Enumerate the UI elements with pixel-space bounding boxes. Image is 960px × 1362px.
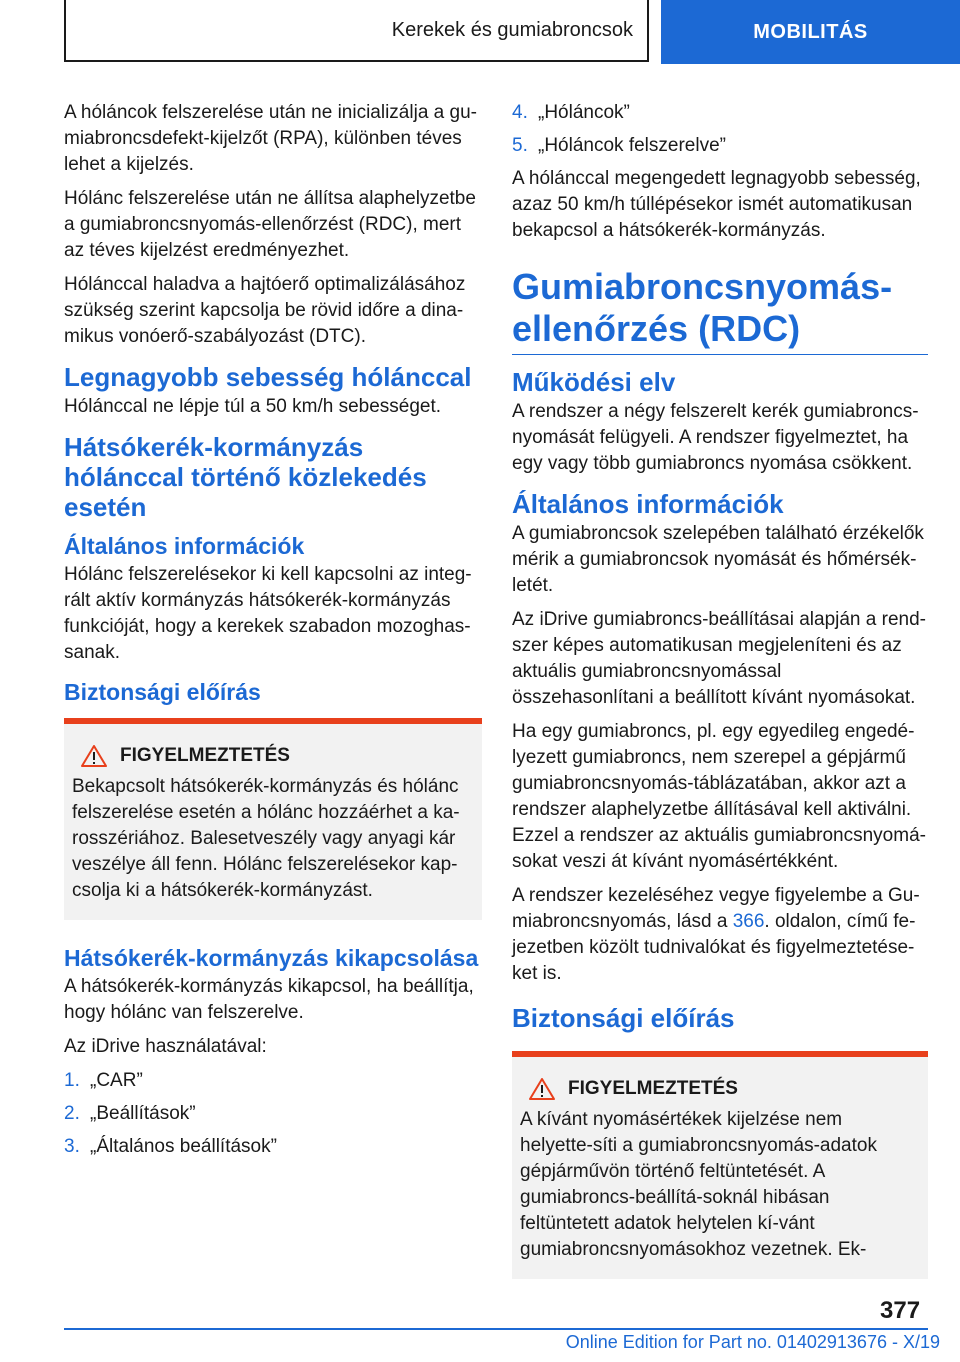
paragraph: Hólánc felszerelésekor ki kell kapcsolni az integ-rált aktív kormányzás hátsókerék-kormányzás funkcióját, hogy a kerekek szabadon mozoghas-sanak. bbox=[64, 564, 472, 663]
list-item: 3. „Általános beállítások” bbox=[64, 1136, 277, 1157]
heading-disable-rear-steering: Hátsókerék-kormányzás kikapcsolása bbox=[64, 945, 479, 971]
paragraph: A hátsókerék-kormányzás kikapcsol, ha beállítja, hogy hólánc van felszerelve. bbox=[64, 976, 474, 1023]
list-item: 2. „Beállítások” bbox=[64, 1103, 196, 1124]
heading-safety: Biztonsági előírás bbox=[512, 1003, 735, 1033]
heading-max-speed: Legnagyobb sebesség hólánccal bbox=[64, 362, 472, 392]
page-link[interactable]: 366 bbox=[732, 911, 765, 932]
list-item: 4. „Hóláncok” bbox=[512, 102, 630, 123]
paragraph: A rendszer kezeléséhez vegye figyelembe a Gu-miabroncsnyomás, lásd a 366. oldalon, című fe-jezetben közölt tudnivalókat és figyelmeztetése-ket is. bbox=[512, 885, 920, 984]
heading-safety: Biztonsági előírás bbox=[64, 679, 261, 705]
paragraph: A rendszer a négy felszerelt kerék gumiabroncs-nyomását felügyeli. A rendszer figyelmeztet, ha egy vagy több gumiabroncs nyomása csökkent. bbox=[512, 401, 919, 474]
paragraph: Ha egy gumiabroncs, pl. egy egyedileg engedé-lyezett gumiabroncs, nem szerepel a gépjármű gumiabroncsnyomás-táblázatában, akkor azt a rendszer alaphelyzetbe állításával kell aktiválni. Ezzel a rendszer az aktuális gumiabroncsnyomá-sokat veszi át kívánt nyomásértékként. bbox=[512, 721, 926, 872]
footer-edition: Online Edition for Part no. 01402913676 - X/19 bbox=[565, 1332, 940, 1352]
warning-triangle-icon bbox=[528, 1077, 556, 1101]
warning-title bbox=[520, 1077, 920, 1101]
page-number: 377 bbox=[880, 1297, 921, 1324]
heading-general-info: Általános információk bbox=[64, 533, 305, 559]
left-column bbox=[64, 100, 482, 1167]
steps-list bbox=[64, 1068, 482, 1160]
warning-box bbox=[512, 1051, 928, 1279]
section-title: Kerekek és gumiabroncsok bbox=[64, 0, 649, 62]
paragraph: A hólánccal megengedett legnagyobb sebesség, azaz 50 km/h túllépésekor ismét automatikusan bekapcsol a hátsókerék-kormányzás. bbox=[512, 168, 921, 241]
steps-list bbox=[512, 100, 928, 159]
heading-principle: Működési elv bbox=[512, 367, 676, 397]
paragraph: Hólánccal ne lépje túl a 50 km/h sebességet. bbox=[64, 396, 442, 417]
paragraph: A hóláncok felszerelése után ne inicializálja a gu-miabroncsdefekt-kijelzőt (RPA), különben téves lehet a kijelzés. bbox=[64, 102, 477, 175]
warning-title bbox=[72, 744, 474, 768]
warning-text: Bekapcsolt hátsókerék-kormányzás és hólánc felszerelése esetén a hólánc hozzáérhet a ka-rosszériához. Balesetveszély vagy anyagi kár veszélye áll fenn. Hólánc felszerelésekor kap-csolja ki a hátsókerék-kormányzást. bbox=[72, 776, 460, 901]
paragraph: A gumiabroncsok szelepében található érzékelők mérik a gumiabroncsok nyomását és hőmérsék-letét. bbox=[512, 523, 924, 596]
page-header bbox=[0, 0, 960, 64]
heading-general-info: Általános információk bbox=[512, 489, 784, 519]
warning-label: FIGYELMEZTETÉS bbox=[120, 745, 290, 766]
chapter-tab: MOBILITÁS bbox=[661, 0, 960, 64]
paragraph: Hólánc felszerelése után ne állítsa alaphelyzetbe a gumiabroncsnyomás-ellenőrzést (RDC), mert az téves kijelzést eredményezhet. bbox=[64, 188, 476, 261]
heading-rdc: Gumiabroncsnyomás-ellenőrzés (RDC) bbox=[512, 266, 928, 355]
paragraph: Az iDrive használatával: bbox=[64, 1036, 267, 1057]
warning-text: A kívánt nyomásértékek kijelzése nem helyette-síti a gumiabroncsnyomás-adatok gépjárművön történő feltüntetését. A gumiabroncs-beállítá-soknál hibásan feltüntetett adatok helytelen kí-vánt gumiabroncsnyomásokhoz vezetnek. Ek- bbox=[520, 1109, 877, 1260]
right-column bbox=[512, 100, 928, 1303]
list-item: 5. „Hóláncok felszerelve” bbox=[512, 135, 726, 156]
warning-box bbox=[64, 718, 482, 920]
paragraph: Az iDrive gumiabroncs-beállításai alapján a rend-szer képes automatikusan megjeleníteni és az aktuális gumiabroncsnyomással összehasonlítani a beállított kívánt nyomásokat. bbox=[512, 609, 926, 708]
warning-triangle-icon bbox=[80, 744, 108, 768]
list-item: 1. „CAR” bbox=[64, 1070, 143, 1091]
warning-label: FIGYELMEZTETÉS bbox=[568, 1078, 738, 1099]
heading-rear-steering: Hátsókerék-kormányzás hólánccal történő közlekedés esetén bbox=[64, 432, 427, 522]
footer-divider bbox=[64, 1328, 928, 1330]
paragraph: Hólánccal haladva a hajtóerő optimalizálásához szükség szerint kapcsolja be rövid időre a dina-mikus vonóerő-szabályozást (DTC). bbox=[64, 274, 466, 347]
